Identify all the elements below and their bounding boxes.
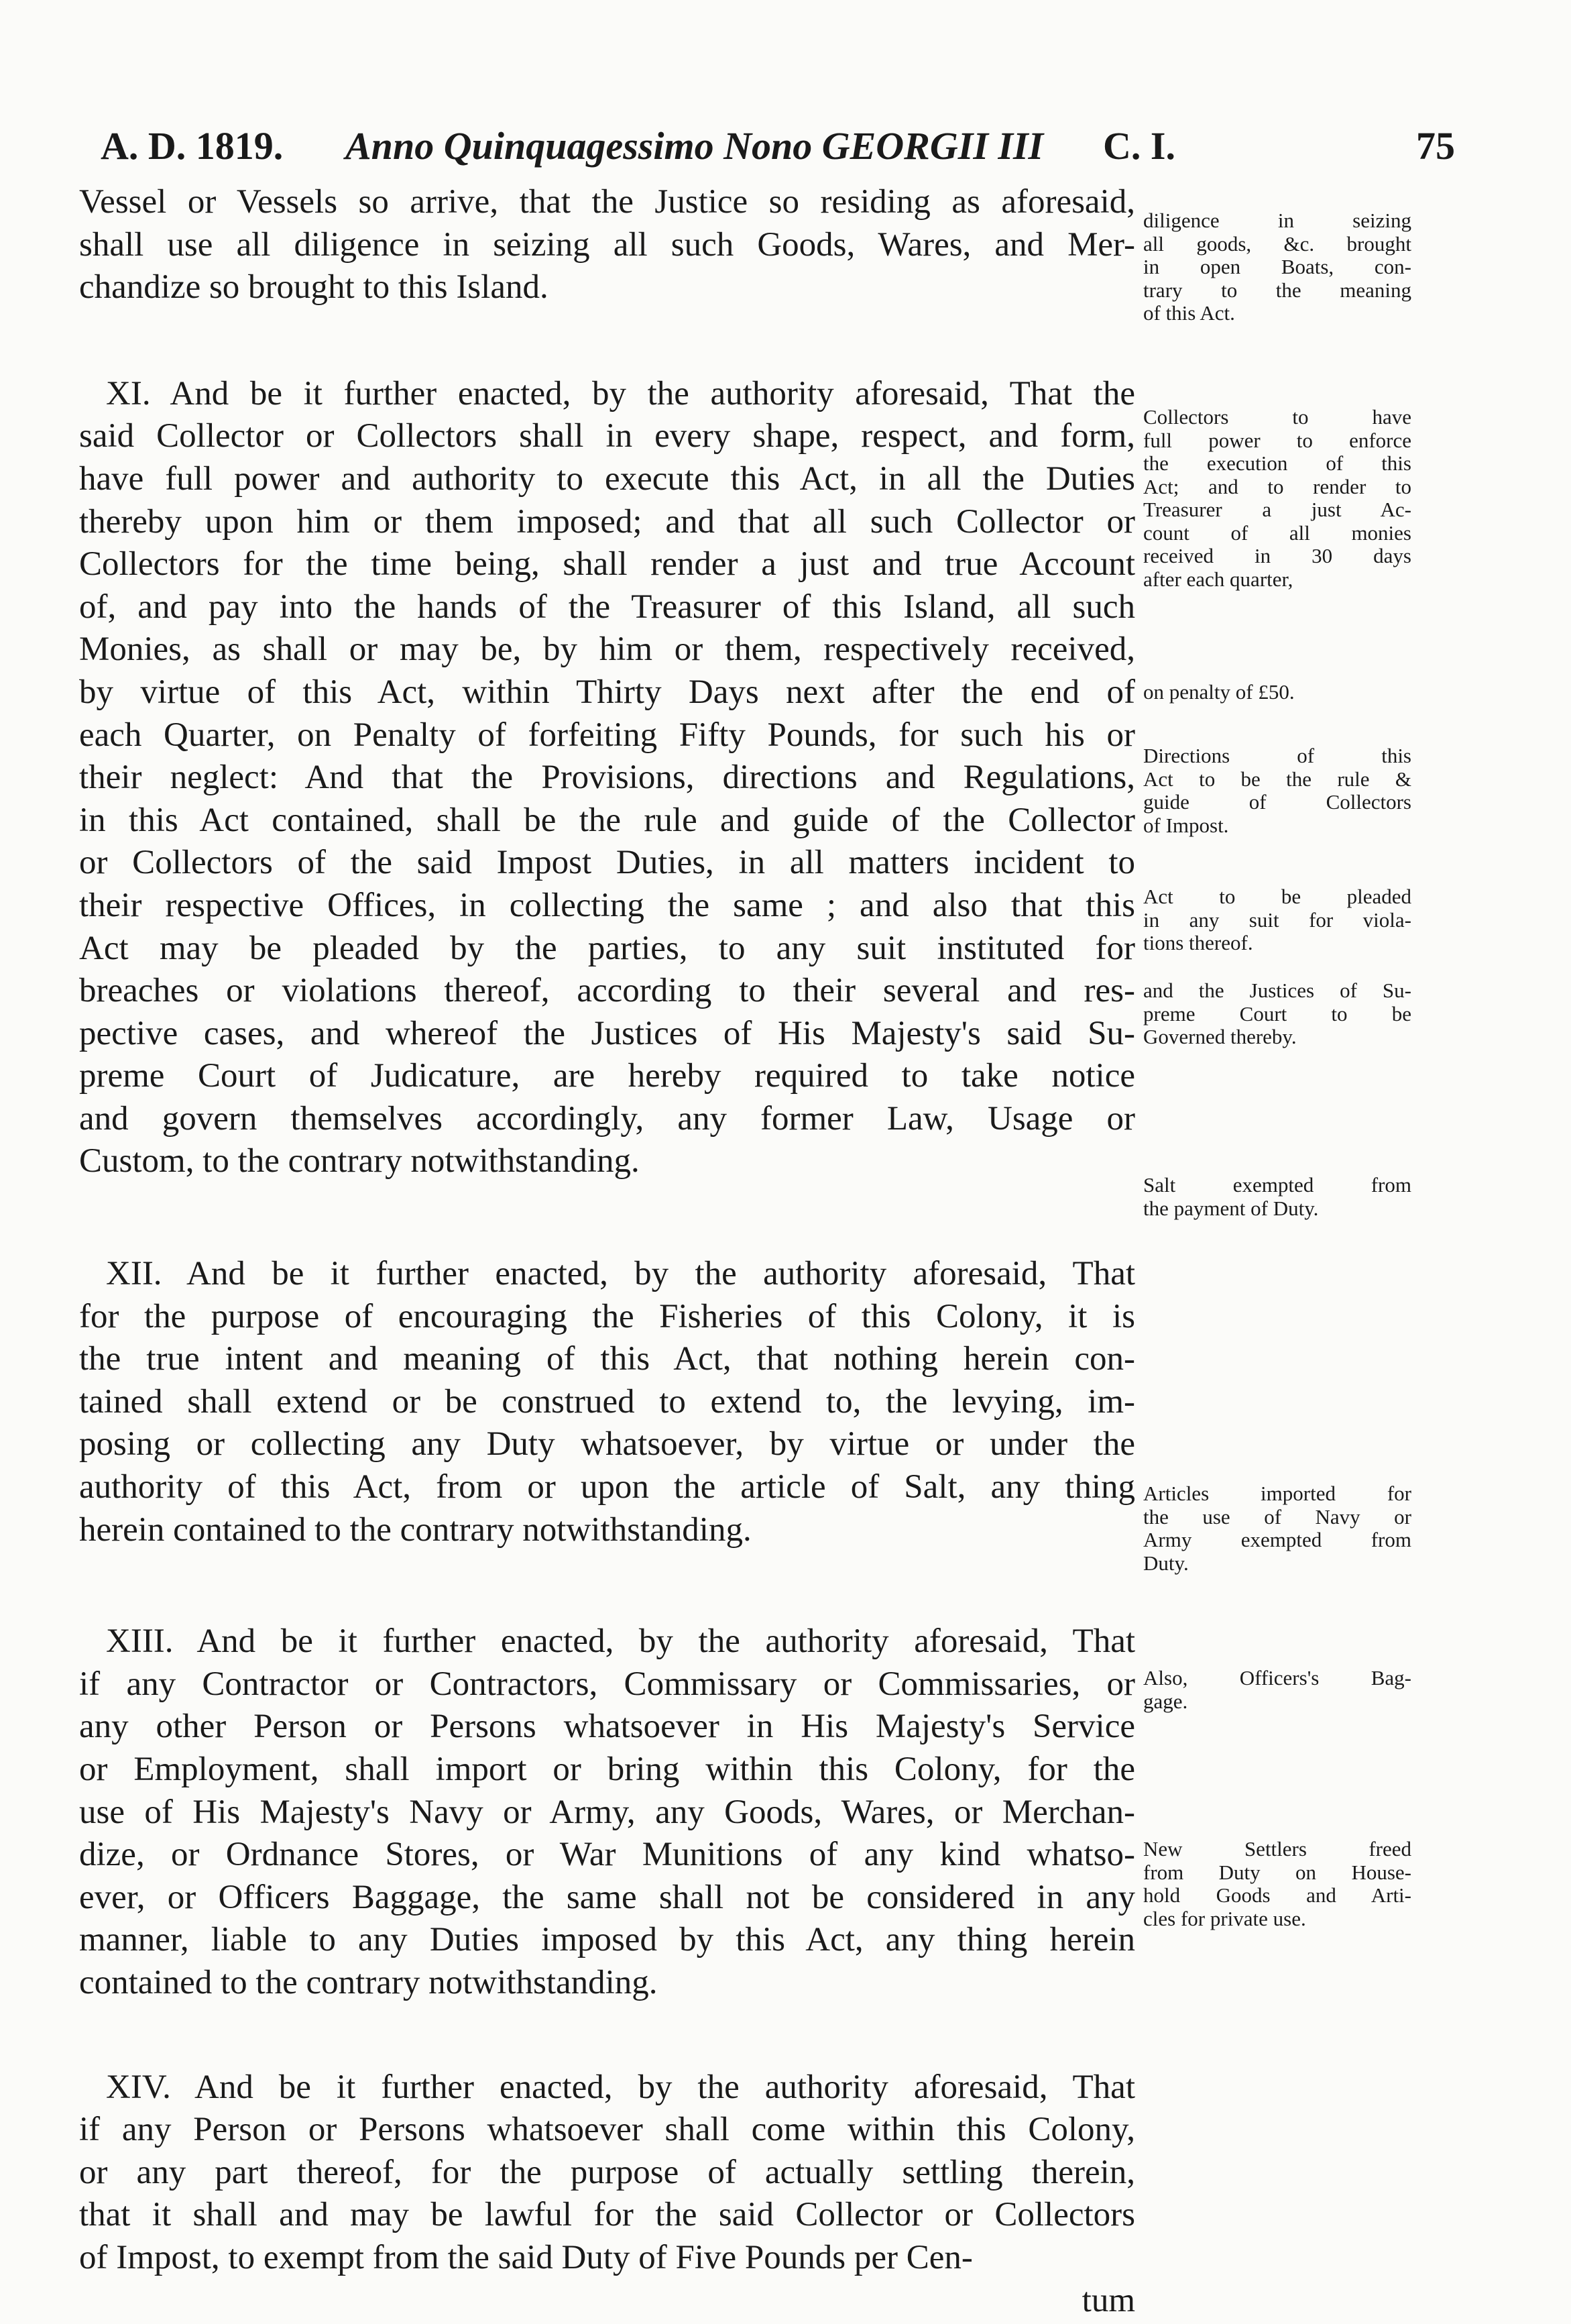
text-line: or Collectors of the said Impost Duties, in all matters incident to	[79, 844, 1135, 882]
margin-note-line: Act to be the rule &	[1143, 767, 1411, 791]
text-line: XI. And be it further enacted, by the authority aforesaid, That the	[106, 374, 1135, 412]
text-line: and govern themselves accordingly, any former Law, Usage or	[79, 1099, 1135, 1138]
margin-note-line: after each quarter,	[1143, 567, 1293, 591]
margin-note-line: trary to the meaning	[1143, 278, 1411, 302]
margin-note-line: the use of Navy or	[1143, 1504, 1411, 1529]
margin-note-line: Duty.	[1143, 1551, 1189, 1575]
intro-paragraph	[79, 181, 1135, 309]
margin-note-line: hold Goods and Arti-	[1143, 1883, 1411, 1907]
margin-note-line: all goods, &c. brought	[1143, 231, 1411, 256]
margin-note-line: Also, Officers's Bag-	[1143, 1666, 1411, 1690]
page-header	[101, 119, 1455, 173]
section-xiv	[79, 2066, 1135, 2280]
margin-note-line: gage.	[1143, 1689, 1188, 1713]
main-text	[79, 181, 1135, 2322]
margin-note-line: full power to enforce	[1143, 428, 1411, 452]
margin-note	[1143, 885, 1411, 955]
text-line: in this Act contained, shall be the rule and guide of the Collector	[79, 801, 1135, 839]
text-line: Custom, to the contrary notwithstanding.	[79, 1142, 640, 1180]
margin-note-line: Collectors to have	[1143, 405, 1411, 429]
text-line: dize, or Ordnance Stores, or War Munitions of any kind whatso-	[79, 1836, 1135, 1874]
text-line: shall use all diligence in seizing all such Goods, Wares, and Mer-	[79, 225, 1135, 264]
text-line: or Employment, shall import or bring within this Colony, for the	[79, 1751, 1135, 1788]
text-line: their neglect: And that the Provisions, directions and Regulations,	[79, 759, 1135, 797]
margin-note	[1143, 1667, 1411, 1713]
text-line: thereby upon him or them imposed; and that all such Collector or	[79, 502, 1135, 541]
margin-note-line: from Duty on House-	[1143, 1860, 1411, 1884]
margin-note	[1143, 1482, 1411, 1575]
text-line: XIV. And be it further enacted, by the authority aforesaid, That	[106, 2068, 1135, 2106]
text-line: by virtue of this Act, within Thirty Days next after the end of	[79, 673, 1135, 711]
text-line: or any part thereof, for the purpose of actually settling therein,	[79, 2153, 1135, 2191]
margin-note-line: the payment of Duty.	[1143, 1196, 1319, 1220]
margin-note-line: tions thereof.	[1143, 931, 1253, 954]
margin-note-line: of this Act.	[1143, 301, 1235, 325]
margin-note	[1143, 744, 1411, 837]
text-line: Act may be pleaded by the parties, to any suit instituted for	[79, 929, 1135, 967]
section-xi	[79, 373, 1135, 1183]
text-line: posing or collecting any Duty whatsoever, by virtue or under the	[79, 1425, 1135, 1463]
text-line: Collectors for the time being, shall render a just and true Account	[79, 545, 1135, 584]
text-line: of Impost, to exempt from the said Duty of Five Pounds per Cen-	[79, 2238, 973, 2276]
margin-note-line: Governed thereby.	[1143, 1025, 1297, 1048]
section-xii	[79, 1253, 1135, 1551]
margin-note-line: Act; and to render to	[1143, 474, 1411, 498]
text-line: any other Person or Persons whatsoever in His Majesty's Service	[79, 1708, 1135, 1746]
text-line: Monies, as shall or may be, by him or them, respectively received,	[79, 630, 1135, 669]
margin-note-line: of Impost.	[1143, 813, 1229, 837]
text-line: breaches or violations thereof, according to their several and res-	[79, 972, 1135, 1010]
margin-note-line: preme Court to be	[1143, 1001, 1411, 1026]
margin-note-line: Act to be pleaded	[1143, 885, 1411, 908]
text-line: use of His Majesty's Navy or Army, any Goods, Wares, or Merchan-	[79, 1793, 1135, 1831]
text-line: contained to the contrary notwithstanding.	[79, 1963, 658, 2001]
text-line: each Quarter, on Penalty of forfeiting Fifty Pounds, for such his or	[79, 716, 1135, 754]
margin-note-line: Treasurer a just Ac-	[1143, 498, 1411, 521]
catchword: tum	[1082, 2281, 1135, 2319]
text-line: preme Court of Judicature, are hereby required to take notice	[79, 1057, 1135, 1095]
margin-note	[1143, 681, 1411, 704]
margin-note-line: New Settlers freed	[1143, 1837, 1411, 1861]
text-line: herein contained to the contrary notwithstanding.	[79, 1510, 752, 1549]
text-line: XII. And be it further enacted, by the authority aforesaid, That	[106, 1255, 1135, 1293]
header-title: Anno Quinquagessimo Nono GEORGII III	[345, 124, 1044, 168]
margin-note	[1143, 979, 1411, 1049]
margin-note-line: the execution of this	[1143, 451, 1411, 475]
text-line: the true intent and meaning of this Act, that nothing herein con-	[79, 1340, 1135, 1378]
margin-note-line: on penalty of £50.	[1143, 680, 1295, 704]
margin-note-line: in any suit for viola-	[1143, 907, 1411, 932]
margin-note	[1143, 1838, 1411, 1930]
text-line: authority of this Act, from or upon the article of Salt, any thing	[79, 1468, 1135, 1506]
margin-note-line: in open Boats, con-	[1143, 255, 1411, 278]
text-line: chandize so brought to this Island.	[79, 268, 548, 307]
header-chapter: C. I.	[1103, 124, 1175, 168]
margin-note	[1143, 1174, 1411, 1220]
margin-note-line: Articles imported for	[1143, 1482, 1411, 1505]
margin-note-line: Directions of this	[1143, 744, 1411, 767]
text-line: ever, or Officers Baggage, the same shall not be considered in any	[79, 1878, 1135, 1916]
margin-note-line: received in 30 days	[1143, 544, 1411, 567]
margin-note-line: and the Justices of Su-	[1143, 979, 1411, 1002]
margin-note	[1143, 406, 1411, 591]
text-line: said Collector or Collectors shall in every shape, respect, and form,	[79, 417, 1135, 455]
margin-note-line: Salt exempted from	[1143, 1173, 1411, 1197]
text-line: if any Person or Persons whatsoever shall come within this Colony,	[79, 2111, 1135, 2149]
margin-note-line: Army exempted from	[1143, 1528, 1411, 1551]
text-line: of, and pay into the hands of the Treasurer of this Island, all such	[79, 588, 1135, 626]
margin-note	[1143, 209, 1411, 325]
page-number: 75	[1416, 124, 1455, 168]
text-line: tained shall extend or be construed to extend to, the levying, im-	[79, 1382, 1135, 1421]
margin-note-line: diligence in seizing	[1143, 209, 1411, 232]
margin-note-line: count of all monies	[1143, 520, 1411, 545]
section-xiii	[79, 1620, 1135, 2004]
margin-note-line: cles for private use.	[1143, 1906, 1306, 1930]
text-line: manner, liable to any Duties imposed by this Act, any thing herein	[79, 1921, 1135, 1959]
text-line: Vessel or Vessels so arrive, that the Justice so residing as aforesaid,	[79, 183, 1135, 221]
text-line: pective cases, and whereof the Justices of His Majesty's said Su-	[79, 1014, 1135, 1052]
text-line: XIII. And be it further enacted, by the authority aforesaid, That	[106, 1622, 1135, 1661]
text-line: their respective Offices, in collecting the same ; and also that this	[79, 886, 1135, 924]
text-line: for the purpose of encouraging the Fisheries of this Colony, it is	[79, 1297, 1135, 1335]
margin-note-line: guide of Collectors	[1143, 790, 1411, 814]
text-line: have full power and authority to execute this Act, in all the Duties	[79, 459, 1135, 498]
header-year: A. D. 1819.	[101, 124, 284, 168]
text-line: that it shall and may be lawful for the said Collector or Collectors	[79, 2196, 1135, 2234]
text-line: if any Contractor or Contractors, Commissary or Commissaries, or	[79, 1665, 1135, 1703]
